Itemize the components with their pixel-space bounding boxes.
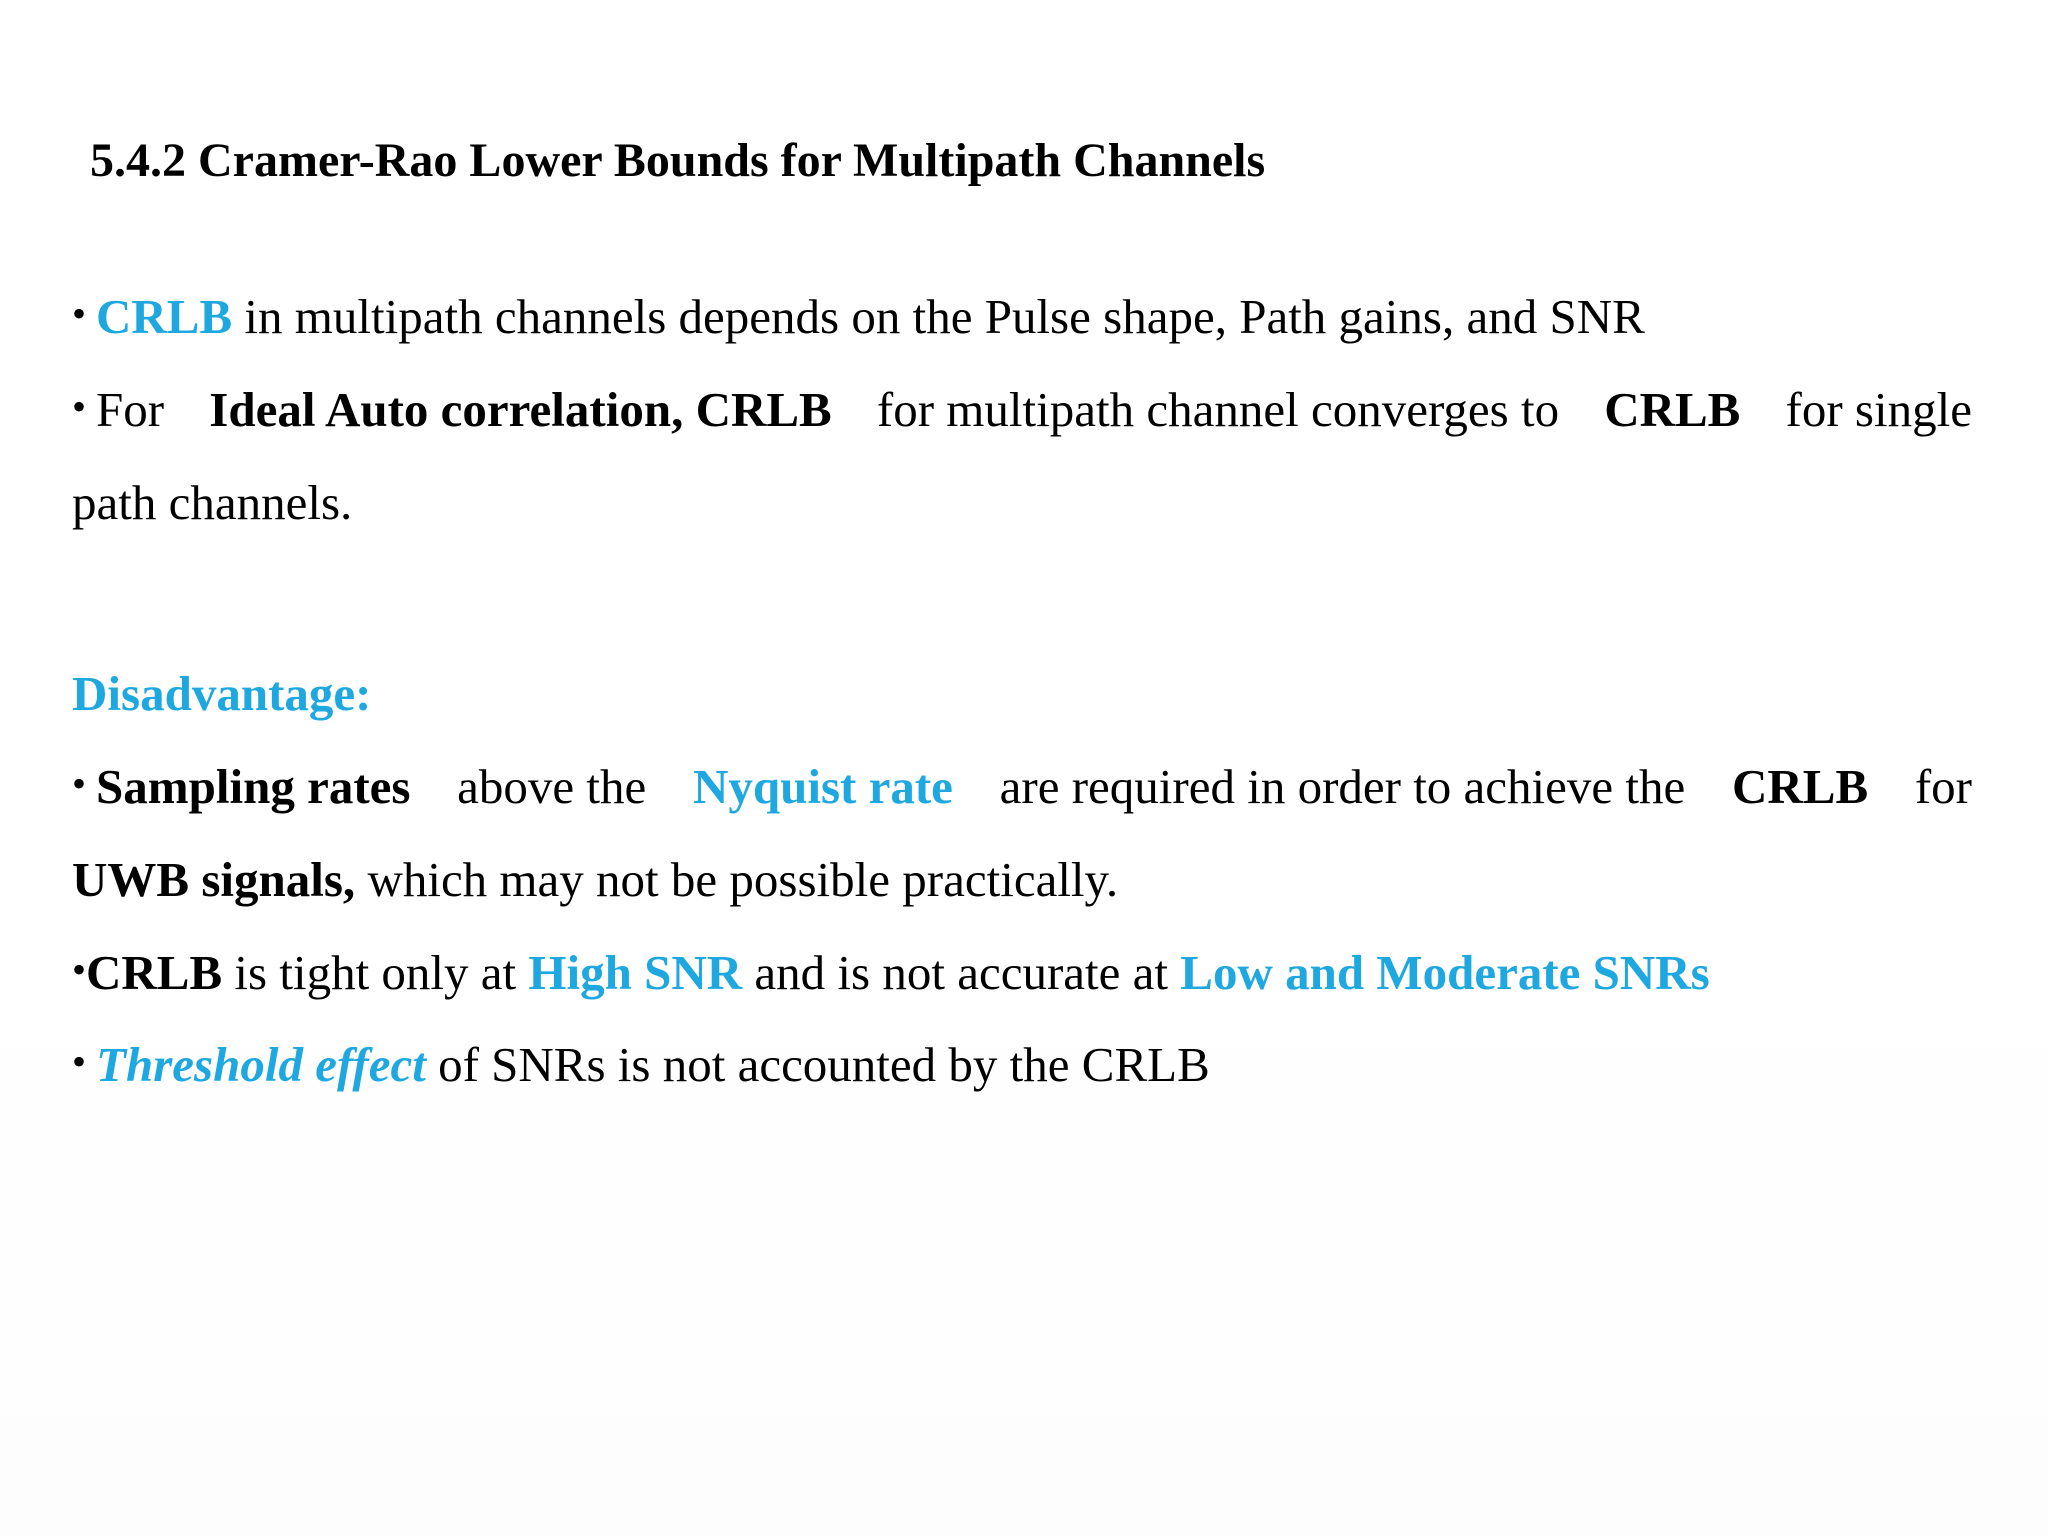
bullet-continuation xyxy=(72,851,1118,910)
bullet-icon: • xyxy=(72,947,87,992)
term-crlb: CRLB xyxy=(96,289,233,344)
term-threshold-effect: Threshold effect xyxy=(96,1037,426,1092)
bullet-crlb-tight xyxy=(72,944,1710,1003)
bullet-sampling-rates xyxy=(72,758,1972,817)
bullet-text: is tight only at xyxy=(222,945,529,1000)
bullet-text: are required in order to achieve the xyxy=(999,759,1686,814)
bullet-text: for single xyxy=(1785,382,1972,437)
bullet-text: above the xyxy=(457,759,647,814)
bullet-icon: • xyxy=(72,1039,87,1084)
bullet-ideal-autocorrelation xyxy=(72,381,1972,440)
bullet-continuation: path channels. xyxy=(72,475,353,530)
bullet-segment xyxy=(72,758,410,817)
bullet-crlb-dependence xyxy=(72,288,1645,347)
term-crlb: CRLB xyxy=(1604,382,1741,437)
bullet-text: for xyxy=(1914,759,1972,814)
term-uwb-signals: UWB signals, xyxy=(72,852,356,907)
bullet-segment xyxy=(72,381,164,440)
bullet-text: for multipath channel converges to xyxy=(876,382,1560,437)
bullet-text: in multipath channels depends on the Pulse shape, Path gains, and SNR xyxy=(232,289,1645,344)
text-for: For xyxy=(96,382,165,437)
term-high-snr: High SNR xyxy=(528,945,743,1000)
term-crlb: CRLB xyxy=(1732,759,1869,814)
disadvantage-heading: Disadvantage: xyxy=(72,666,372,721)
term-sampling-rates: Sampling rates xyxy=(96,759,411,814)
term-ideal-autocorrelation: Ideal Auto correlation, CRLB xyxy=(209,382,832,437)
bullet-icon: • xyxy=(72,291,87,336)
slide-title: 5.4.2 Cramer-Rao Lower Bounds for Multipath Channels xyxy=(90,134,1266,187)
bullet-text: which may not be possible practically. xyxy=(355,852,1119,907)
bullet-text: of SNRs is not accounted by the CRLB xyxy=(425,1037,1210,1092)
bullet-icon: • xyxy=(72,761,87,806)
bullet-text: and is not accurate at xyxy=(742,945,1181,1000)
term-low-moderate-snrs: Low and Moderate SNRs xyxy=(1180,945,1710,1000)
bullet-threshold-effect xyxy=(72,1036,1210,1095)
term-crlb: CRLB xyxy=(86,945,223,1000)
term-nyquist-rate: Nyquist rate xyxy=(692,759,953,814)
bullet-icon: • xyxy=(72,384,87,429)
